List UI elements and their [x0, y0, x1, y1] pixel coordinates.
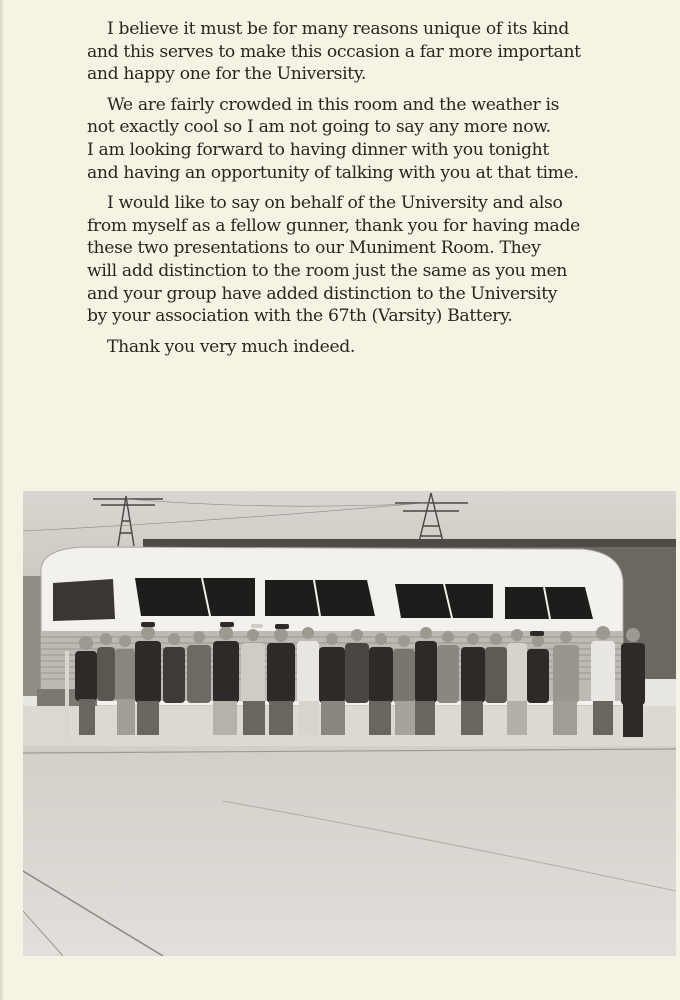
paragraph-2: [87, 94, 577, 184]
text-line: by your association with the 67th (Varsity) Battery.: [87, 306, 513, 327]
text-line: will add distinction to the room just the same as you men: [87, 260, 567, 281]
paragraph-4: [87, 336, 577, 359]
text-line: I would like to say on behalf of the University and also: [107, 193, 563, 214]
text-line: I am looking forward to having dinner with you tonight: [87, 139, 549, 160]
page-edge-shadow: [0, 0, 4, 1000]
text-line: from myself as a fellow gunner, thank you for having made: [87, 215, 580, 236]
text-line: and this serves to make this occasion a far more important: [87, 41, 581, 62]
paragraph-3: [87, 192, 580, 328]
text-line: We are fairly crowded in this room and the weather is: [107, 94, 560, 115]
text-line: and having an opportunity of talking with you at that time.: [87, 162, 579, 183]
photo-illustration: [23, 491, 676, 956]
group-photo-bus: [23, 491, 676, 956]
speech-text: [87, 18, 581, 366]
text-line: Thank you very much indeed.: [107, 336, 356, 357]
text-line: I believe it must be for many reasons unique of its kind: [107, 19, 569, 39]
text-line: and your group have added distinction to the University: [87, 283, 558, 304]
paragraph-1: [87, 18, 581, 86]
text-line: not exactly cool so I am not going to say any more now.: [87, 117, 551, 138]
text-line: these two presentations to our Muniment Room. They: [87, 238, 541, 259]
text-line: and happy one for the University.: [87, 64, 367, 85]
